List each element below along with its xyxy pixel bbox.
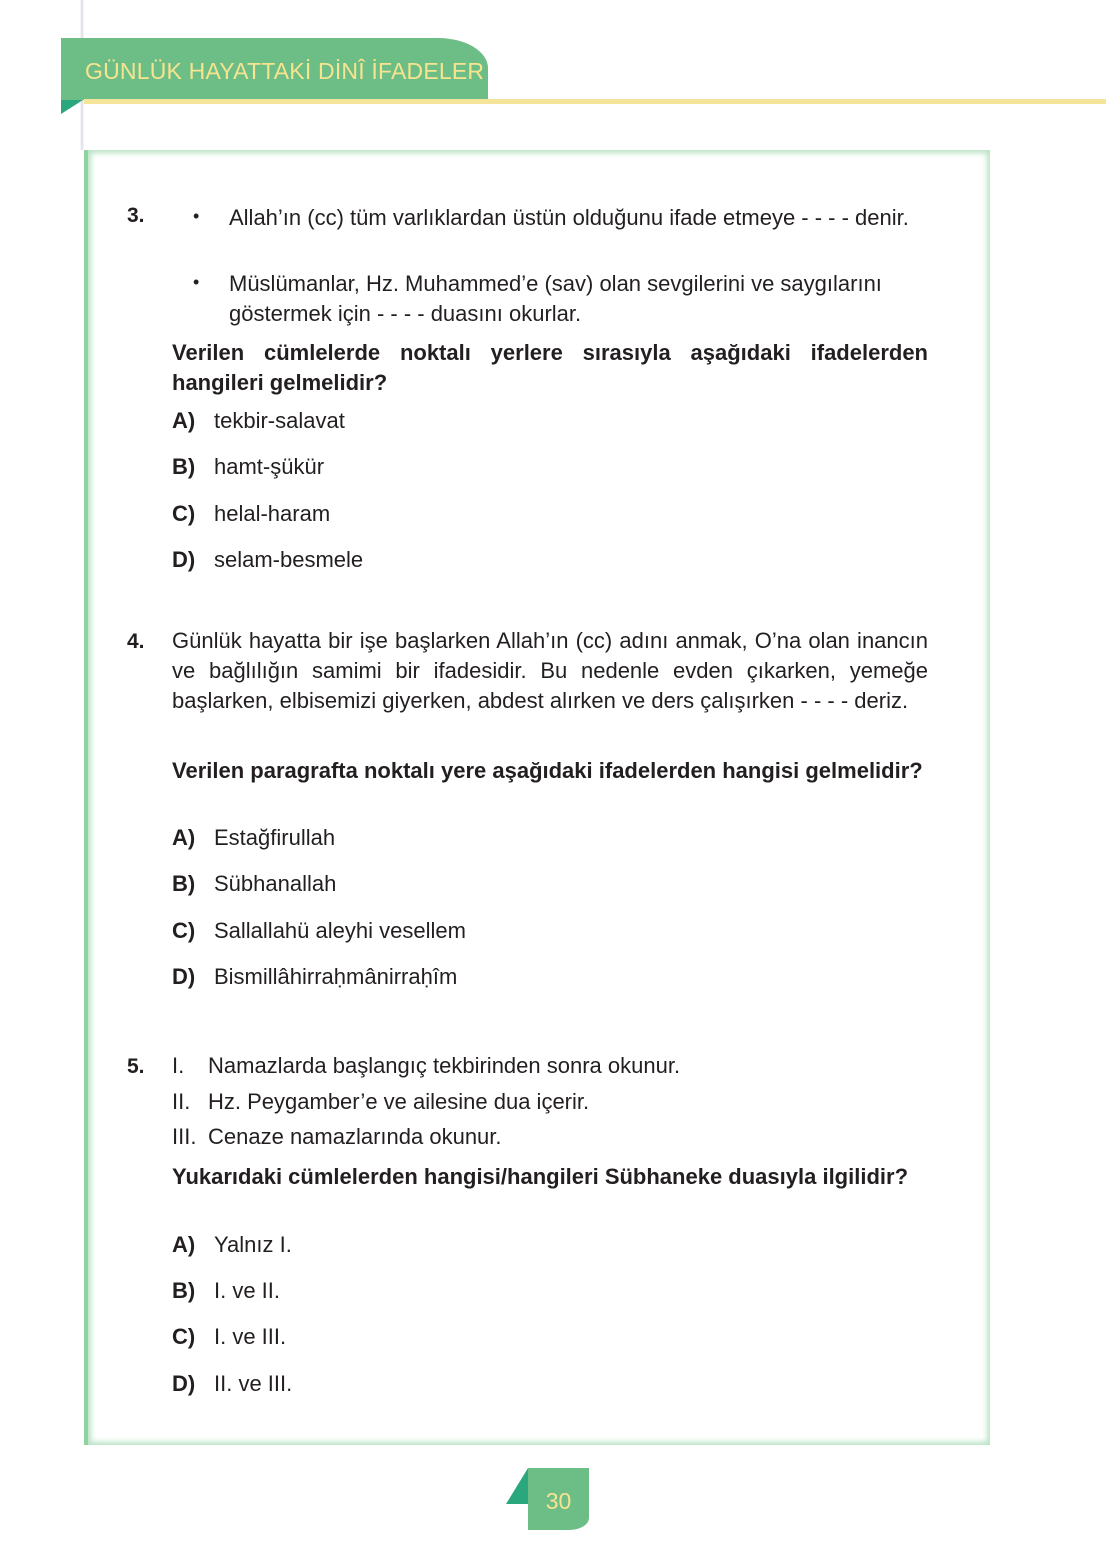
question-number: 4. [127, 630, 145, 653]
option-b[interactable] [172, 454, 324, 480]
question-number: 5. [127, 1055, 145, 1078]
page-number: 30 [545, 1488, 572, 1514]
option-letter: D) [172, 964, 196, 989]
statement-numeral: I. [172, 1053, 185, 1078]
question-prompt: Verilen cümlelerde noktalı yerlere sırasıyla aşağıdaki ifadelerden hangileri gelmelidir? [172, 340, 928, 395]
option-letter: D) [172, 547, 196, 572]
option-c[interactable] [172, 1324, 286, 1350]
header-fold [61, 100, 83, 114]
option-letter: B) [172, 871, 196, 896]
question-text: Günlük hayatta bir işe başlarken Allah’ın (cc) adını anmak, O’na olan inancın ve bağlılığın samimi bir ifadesidir. Bu nedenle evden çıkarken, yemeğe başlarken, elbisemizi giyerken, abdest alırken ve ders çalışırken - - - - deriz. [172, 628, 928, 713]
bullet-text: Allah’ın (cc) tüm varlıklardan üstün olduğunu ifade etmeye - - - - denir. [229, 205, 909, 230]
option-a[interactable] [172, 408, 345, 434]
statement-text: Namazlarda başlangıç tekbirinden sonra okunur. [208, 1053, 681, 1078]
option-letter: A) [172, 408, 196, 433]
header-rule [84, 99, 1106, 104]
option-a[interactable] [172, 1232, 292, 1258]
option-letter: C) [172, 501, 196, 526]
statement-2 [172, 1089, 589, 1115]
page-number-tab [528, 1468, 589, 1530]
option-text: selam-besmele [214, 547, 364, 572]
option-text: Sallallahü aleyhi vesellem [214, 918, 466, 943]
option-text: II. ve III. [214, 1371, 293, 1396]
option-d[interactable] [172, 964, 457, 990]
option-text: Bismillâhirraḥmânirraḥîm [214, 964, 458, 989]
statement-numeral: III. [172, 1124, 197, 1149]
statement-text: Cenaze namazlarında okunur. [208, 1124, 502, 1149]
option-letter: A) [172, 825, 196, 850]
option-a[interactable] [172, 825, 335, 851]
option-text: helal-haram [214, 501, 331, 526]
option-letter: B) [172, 454, 196, 479]
option-text: Sübhanallah [214, 871, 337, 896]
option-c[interactable] [172, 501, 330, 527]
option-text: Estağfirullah [214, 825, 336, 850]
section-title: GÜNLÜK HAYATTAKİ DİNÎ İFADELER [85, 58, 485, 84]
option-letter: C) [172, 918, 196, 943]
option-text: I. ve III. [214, 1324, 287, 1349]
question-number: 3. [127, 204, 145, 227]
question-prompt: Yukarıdaki cümlelerden hangisi/hangileri Sübhaneke duasıyla ilgilidir? [172, 1164, 909, 1189]
option-d[interactable] [172, 1371, 292, 1397]
option-d[interactable] [172, 547, 363, 573]
option-c[interactable] [172, 918, 466, 944]
option-letter: C) [172, 1324, 196, 1349]
option-text: tekbir-salavat [214, 408, 345, 433]
statement-1 [172, 1053, 680, 1079]
bullet-icon: • [193, 206, 200, 226]
option-text: hamt-şükür [214, 454, 325, 479]
option-letter: B) [172, 1278, 196, 1303]
option-b[interactable] [172, 1278, 280, 1304]
bullet-text: Müslümanlar, Hz. Muhammed’e (sav) olan sevgilerini ve saygılarını göstermek için - - - - duasını okurlar. [229, 271, 882, 326]
option-text: I. ve II. [214, 1278, 281, 1303]
statement-numeral: II. [172, 1089, 191, 1114]
page-number-fold [506, 1468, 528, 1504]
bullet-icon: • [193, 272, 200, 292]
statement-3 [172, 1124, 502, 1150]
option-text: Yalnız I. [214, 1232, 292, 1257]
option-letter: D) [172, 1371, 196, 1396]
statement-text: Hz. Peygamber’e ve ailesine dua içerir. [208, 1089, 590, 1114]
option-letter: A) [172, 1232, 196, 1257]
section-header [61, 38, 488, 100]
option-b[interactable] [172, 871, 336, 897]
question-prompt: Verilen paragrafta noktalı yere aşağıdaki ifadelerden hangisi gelmelidir? [172, 758, 923, 783]
